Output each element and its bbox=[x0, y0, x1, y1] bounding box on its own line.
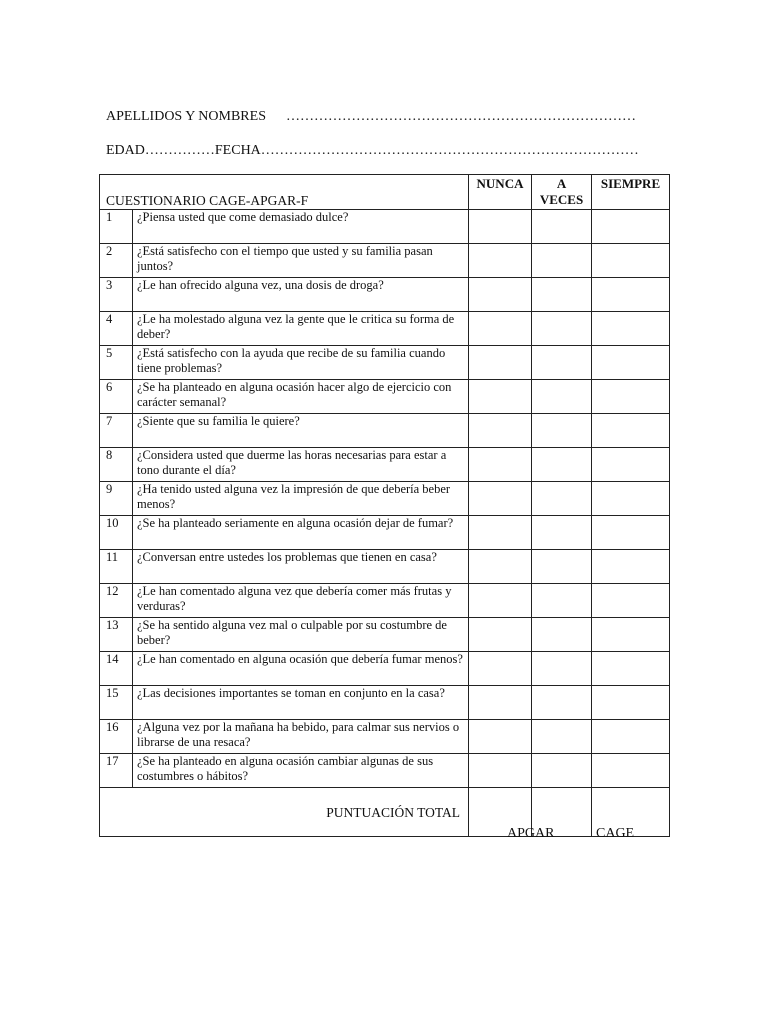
question-text: ¿Se ha planteado seriamente en alguna ocasión dejar de fumar? bbox=[133, 516, 469, 550]
answer-cell-nunca[interactable] bbox=[469, 584, 532, 618]
question-number: 11 bbox=[100, 550, 133, 584]
column-header-nunca: NUNCA bbox=[469, 175, 532, 210]
answer-cell-siempre[interactable] bbox=[592, 210, 670, 244]
question-text: ¿Se ha planteado en alguna ocasión cambiar algunas de sus costumbres o hábitos? bbox=[133, 754, 469, 788]
question-number: 8 bbox=[100, 448, 133, 482]
question-text: ¿Alguna vez por la mañana ha bebido, para calmar sus nervios o librarse de una resaca? bbox=[133, 720, 469, 754]
answer-cell-siempre[interactable] bbox=[592, 414, 670, 448]
answer-cell-a-veces[interactable] bbox=[532, 584, 592, 618]
table-row bbox=[100, 482, 670, 516]
answer-cell-siempre[interactable] bbox=[592, 244, 670, 278]
question-number: 3 bbox=[100, 278, 133, 312]
question-text: ¿Está satisfecho con el tiempo que usted y su familia pasan juntos? bbox=[133, 244, 469, 278]
answer-cell-a-veces[interactable] bbox=[532, 686, 592, 720]
answer-cell-nunca[interactable] bbox=[469, 210, 532, 244]
answer-cell-a-veces[interactable] bbox=[532, 380, 592, 414]
question-number: 10 bbox=[100, 516, 133, 550]
table-row bbox=[100, 754, 670, 788]
table-row bbox=[100, 618, 670, 652]
question-number: 4 bbox=[100, 312, 133, 346]
question-number: 2 bbox=[100, 244, 133, 278]
answer-cell-a-veces[interactable] bbox=[532, 618, 592, 652]
question-number: 13 bbox=[100, 618, 133, 652]
answer-cell-a-veces[interactable] bbox=[532, 550, 592, 584]
table-row bbox=[100, 312, 670, 346]
total-row bbox=[100, 788, 670, 837]
answer-cell-nunca[interactable] bbox=[469, 754, 532, 788]
answer-cell-a-veces[interactable] bbox=[532, 448, 592, 482]
name-line bbox=[106, 109, 636, 125]
question-text: ¿Piensa usted que come demasiado dulce? bbox=[133, 210, 469, 244]
answer-cell-siempre[interactable] bbox=[592, 278, 670, 312]
answer-cell-siempre[interactable] bbox=[592, 516, 670, 550]
answer-cell-siempre[interactable] bbox=[592, 312, 670, 346]
answer-cell-nunca[interactable] bbox=[469, 652, 532, 686]
answer-cell-nunca[interactable] bbox=[469, 686, 532, 720]
questionnaire-title: CUESTIONARIO CAGE-APGAR-F bbox=[100, 175, 469, 210]
column-header-a-veces: A VECES bbox=[532, 175, 592, 210]
answer-cell-a-veces[interactable] bbox=[532, 516, 592, 550]
question-number: 6 bbox=[100, 380, 133, 414]
answer-cell-a-veces[interactable] bbox=[532, 720, 592, 754]
question-number: 14 bbox=[100, 652, 133, 686]
questionnaire-table bbox=[99, 174, 670, 837]
table-row bbox=[100, 244, 670, 278]
answer-cell-siempre[interactable] bbox=[592, 720, 670, 754]
answer-cell-a-veces[interactable] bbox=[532, 414, 592, 448]
answer-cell-siempre[interactable] bbox=[592, 380, 670, 414]
name-label: APELLIDOS Y NOMBRES bbox=[106, 109, 266, 124]
table-row bbox=[100, 652, 670, 686]
table-row bbox=[100, 584, 670, 618]
table-row bbox=[100, 516, 670, 550]
total-score-label: PUNTUACIÓN TOTAL bbox=[100, 788, 469, 837]
table-row bbox=[100, 550, 670, 584]
answer-cell-a-veces[interactable] bbox=[532, 754, 592, 788]
question-text: ¿Le han ofrecido alguna vez, una dosis de droga? bbox=[133, 278, 469, 312]
question-text: ¿Le han comentado alguna vez que debería comer más frutas y verduras? bbox=[133, 584, 469, 618]
answer-cell-nunca[interactable] bbox=[469, 720, 532, 754]
answer-cell-a-veces[interactable] bbox=[532, 482, 592, 516]
question-text: ¿Se ha planteado en alguna ocasión hacer algo de ejercicio con carácter semanal? bbox=[133, 380, 469, 414]
table-row bbox=[100, 278, 670, 312]
table-row bbox=[100, 448, 670, 482]
answer-cell-nunca[interactable] bbox=[469, 516, 532, 550]
question-text: ¿Le han comentado en alguna ocasión que debería fumar menos? bbox=[133, 652, 469, 686]
answer-cell-nunca[interactable] bbox=[469, 312, 532, 346]
question-text: ¿Ha tenido usted alguna vez la impresión de que debería beber menos? bbox=[133, 482, 469, 516]
question-number: 9 bbox=[100, 482, 133, 516]
apgar-label: APGAR bbox=[507, 826, 555, 841]
table-row bbox=[100, 720, 670, 754]
answer-cell-a-veces[interactable] bbox=[532, 652, 592, 686]
question-text: ¿Considera usted que duerme las horas necesarias para estar a tono durante el día? bbox=[133, 448, 469, 482]
answer-cell-nunca[interactable] bbox=[469, 482, 532, 516]
answer-cell-siempre[interactable] bbox=[592, 346, 670, 380]
answer-cell-nunca[interactable] bbox=[469, 618, 532, 652]
date-label: FECHA bbox=[214, 143, 261, 158]
answer-cell-siempre[interactable] bbox=[592, 686, 670, 720]
answer-cell-nunca[interactable] bbox=[469, 380, 532, 414]
question-number: 12 bbox=[100, 584, 133, 618]
table-header-row bbox=[100, 175, 670, 210]
answer-cell-nunca[interactable] bbox=[469, 550, 532, 584]
date-fill-line[interactable]: ……………………………………………………………………… bbox=[260, 143, 639, 158]
answer-cell-nunca[interactable] bbox=[469, 346, 532, 380]
table-row bbox=[100, 346, 670, 380]
answer-cell-a-veces[interactable] bbox=[532, 210, 592, 244]
answer-cell-siempre[interactable] bbox=[592, 618, 670, 652]
question-number: 5 bbox=[100, 346, 133, 380]
question-text: ¿Conversan entre ustedes los problemas que tienen en casa? bbox=[133, 550, 469, 584]
age-label: EDAD bbox=[106, 143, 145, 158]
answer-cell-siempre[interactable] bbox=[592, 754, 670, 788]
answer-cell-a-veces[interactable] bbox=[532, 278, 592, 312]
question-number: 16 bbox=[100, 720, 133, 754]
table-row bbox=[100, 414, 670, 448]
table-row bbox=[100, 686, 670, 720]
answer-cell-siempre[interactable] bbox=[592, 584, 670, 618]
answer-cell-siempre[interactable] bbox=[592, 448, 670, 482]
answer-cell-nunca[interactable] bbox=[469, 244, 532, 278]
answer-cell-a-veces[interactable] bbox=[532, 312, 592, 346]
question-text: ¿Se ha sentido alguna vez mal o culpable por su costumbre de beber? bbox=[133, 618, 469, 652]
table-row bbox=[100, 380, 670, 414]
answer-cell-siempre[interactable] bbox=[592, 482, 670, 516]
answer-cell-nunca[interactable] bbox=[469, 278, 532, 312]
answer-cell-siempre[interactable] bbox=[592, 550, 670, 584]
question-text: ¿Está satisfecho con la ayuda que recibe de su familia cuando tiene problemas? bbox=[133, 346, 469, 380]
question-text: ¿Siente que su familia le quiere? bbox=[133, 414, 469, 448]
answer-cell-a-veces[interactable] bbox=[532, 346, 592, 380]
question-number: 17 bbox=[100, 754, 133, 788]
age-date-line bbox=[106, 143, 639, 159]
answer-cell-nunca[interactable] bbox=[469, 414, 532, 448]
age-fill-line[interactable]: …………… bbox=[144, 143, 215, 158]
question-number: 7 bbox=[100, 414, 133, 448]
answer-cell-nunca[interactable] bbox=[469, 448, 532, 482]
cage-label: CAGE bbox=[596, 826, 635, 841]
column-header-siempre: SIEMPRE bbox=[592, 175, 670, 210]
question-number: 1 bbox=[100, 210, 133, 244]
question-text: ¿Las decisiones importantes se toman en conjunto en la casa? bbox=[133, 686, 469, 720]
answer-cell-a-veces[interactable] bbox=[532, 244, 592, 278]
question-number: 15 bbox=[100, 686, 133, 720]
answer-cell-siempre[interactable] bbox=[592, 652, 670, 686]
question-text: ¿Le ha molestado alguna vez la gente que le critica su forma de deber? bbox=[133, 312, 469, 346]
name-fill-line[interactable]: ………………………………………………………………… bbox=[285, 109, 636, 124]
table-row bbox=[100, 210, 670, 244]
